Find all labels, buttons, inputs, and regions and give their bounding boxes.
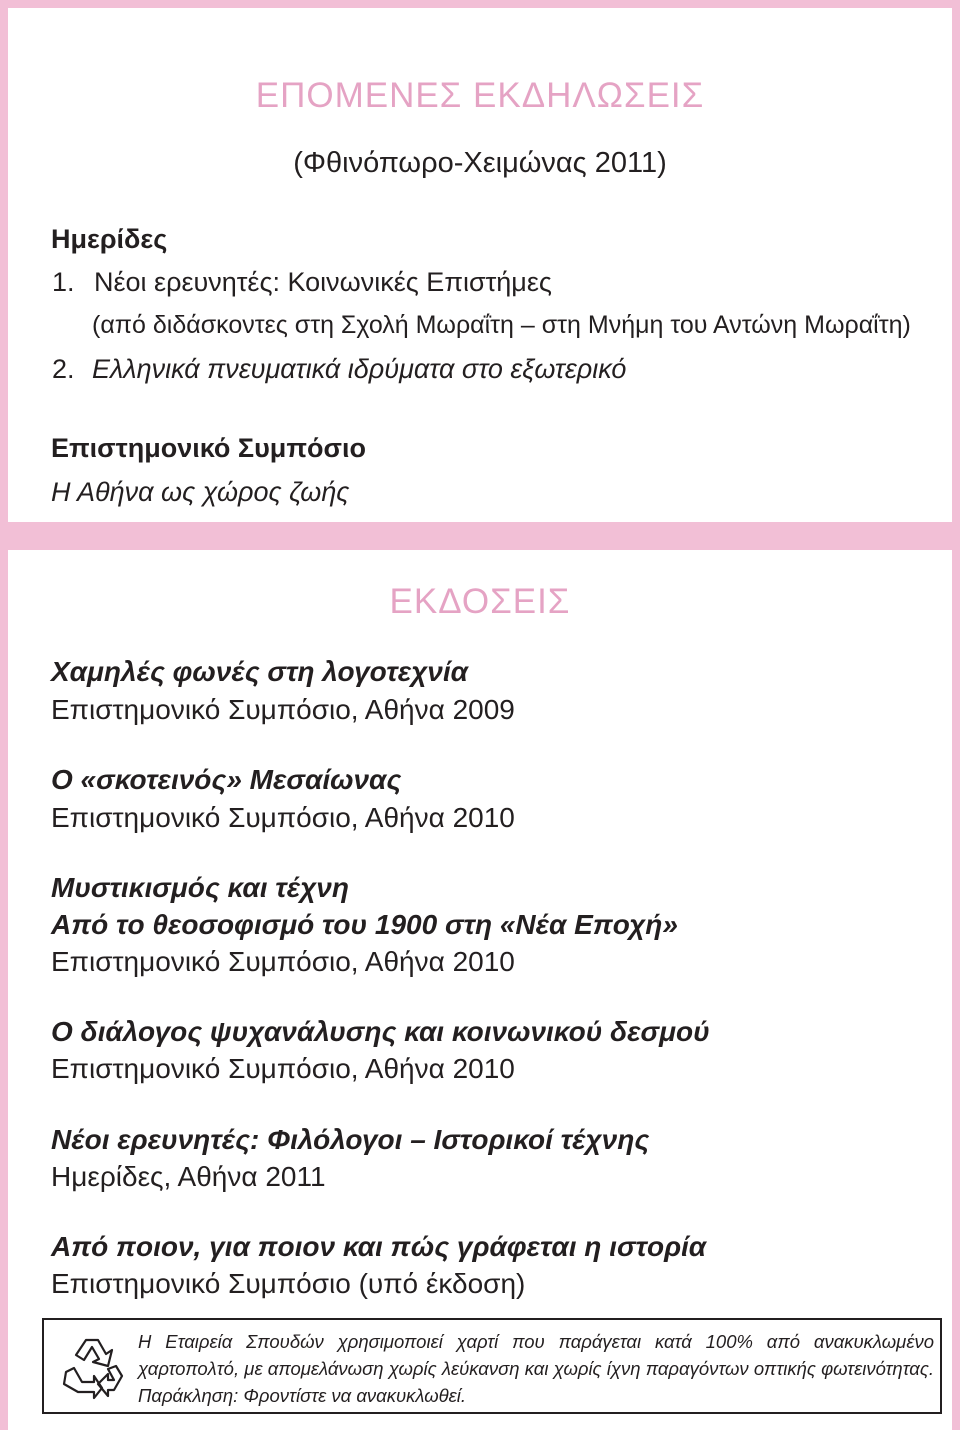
publication-title: Ο διάλογος ψυχανάλυσης και κοινωνικού δεσμού [51,1016,710,1047]
event-day-2-title: Ελληνικά πνευματικά ιδρύματα στο εξωτερικό [92,354,627,384]
publication-title: Νέοι ερευνητές: Φιλόλογοι – Ιστορικοί τέχνης [51,1124,650,1155]
publications-heading: ΕΚΔΟΣΕΙΣ [389,582,571,621]
event-day-1-detail: (από διδάσκοντες στη Σχολή Μωραΐτη – στη Μνήμη του Αντώνη Μωραΐτη) [92,311,911,339]
recycle-icon [56,1332,128,1404]
symposium-heading: Επιστημονικό Συμπόσιο [51,433,366,463]
publication-info: Επιστημονικό Συμπόσιο, Αθήνα 2010 [51,1053,515,1084]
upcoming-events-panel [8,8,952,522]
symposium-title: Η Αθήνα ως χώρος ζωής [51,477,350,507]
recycling-notice [42,1318,942,1414]
publication-info: Επιστημονικό Συμπόσιο, Αθήνα 2009 [51,694,515,725]
publication-info: Επιστημονικό Συμπόσιο, Αθήνα 2010 [51,946,515,977]
event-day-2-number: 2. [52,354,75,384]
publication-title: Από ποιον, για ποιον και πώς γράφεται η ιστορία [51,1231,707,1262]
publication-info: Ημερίδες, Αθήνα 2011 [51,1161,326,1192]
season-subtitle: (Φθινόπωρο-Χειμώνας 2011) [293,147,667,179]
publication-title: Χαμηλές φωνές στη λογοτεχνία [51,656,469,687]
publication-title: Ο «σκοτεινός» Μεσαίωνας [51,764,402,795]
publication-subtitle: Από το θεοσοφισμό του 1900 στη «Νέα Εποχή» [51,909,678,940]
publication-info: Επιστημονικό Συμπόσιο, Αθήνα 2010 [51,802,515,833]
event-day-1-number: 1. [52,267,75,297]
events-heading: ΕΠΟΜΕΝΕΣ ΕΚΔΗΛΩΣΕΙΣ [255,76,705,115]
recycling-notice-text: Η Εταιρεία Σπουδών χρησιμοποιεί χαρτί που παράγεται κατά 100% από ανακυκλωμένο χαρτοπολτό, με απομελάνωση χωρίς λεύκανση και χωρίς ίχνη παραγόντων οπτικής φωτεινότητας. Παράκληση: Φροντίστε να ανακυκλωθεί. [138,1331,934,1406]
days-heading: Ημερίδες [51,224,168,254]
event-day-1-title: Νέοι ερευνητές: Κοινωνικές Επιστήμες [94,267,552,297]
publications-panel [8,550,952,1430]
publication-info: Επιστημονικό Συμπόσιο (υπό έκδοση) [51,1268,526,1299]
publication-title: Μυστικισμός και τέχνη [51,872,349,903]
